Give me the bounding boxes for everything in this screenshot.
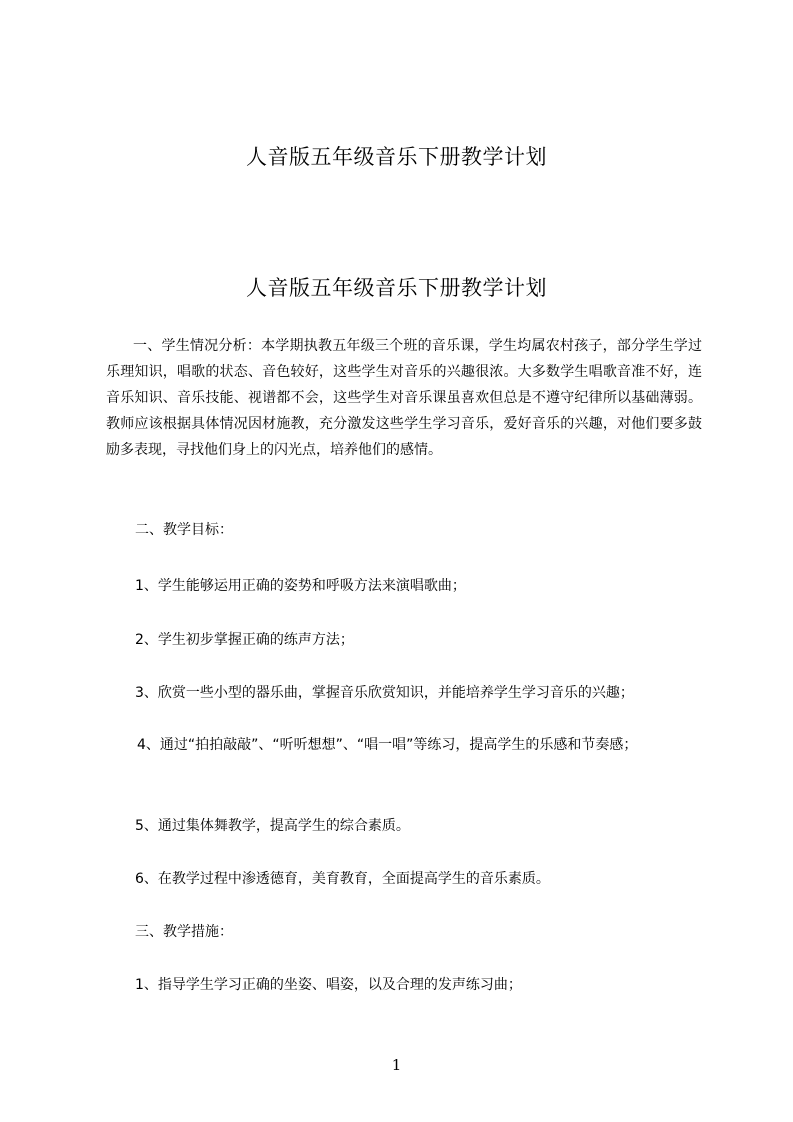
- section-2-heading: 二、教学目标：: [135, 522, 233, 538]
- goal-item-3: 3、欣赏一些小型的器乐曲，掌握音乐欣赏知识，并能培养学生学习音乐的兴趣；: [135, 685, 634, 701]
- page-number: 1: [391, 1056, 402, 1074]
- document-subtitle: 人音版五年级音乐下册教学计划: [246, 276, 547, 300]
- goal-item-1: 1、学生能够运用正确的姿势和呼吸方法来演唱歌曲；: [135, 578, 466, 594]
- goal-item-4: 4、通过“拍拍敲敲”、“听听想想”、“唱一唱”等练习，提高学生的乐感和节奏感；: [137, 737, 638, 753]
- goal-item-6: 6、在教学过程中渗透德育，美育教育，全面提高学生的音乐素质。: [135, 871, 550, 887]
- section-3-heading: 三、教学措施：: [135, 924, 233, 940]
- measure-item-1: 1、指导学生学习正确的坐姿、唱姿，以及合理的发声练习曲；: [135, 977, 522, 993]
- goal-item-5: 5、通过集体舞教学，提高学生的综合素质。: [135, 818, 410, 834]
- goal-item-2: 2、学生初步掌握正确的练声方法；: [135, 632, 354, 648]
- section-1-paragraph: 一、学生情况分析：本学期执教五年级三个班的音乐课，学生均属农村孩子，部分学生学过乐理知识，唱歌的状态、音色较好，这些学生对音乐的兴趣很浓。大多数学生唱歌音准不好，连音乐知识、音乐技能、视谱都不会，这些学生对音乐课虽喜欢但总是不遵守纪律所以基础薄弱。教师应该根据具体情况因材施教，充分激发这些学生学习音乐，爱好音乐的兴趣，对他们要多鼓励多表现，寻找他们身上的闪光点，培养他们的感情。: [106, 338, 702, 458]
- document-title: 人音版五年级音乐下册教学计划: [246, 145, 547, 169]
